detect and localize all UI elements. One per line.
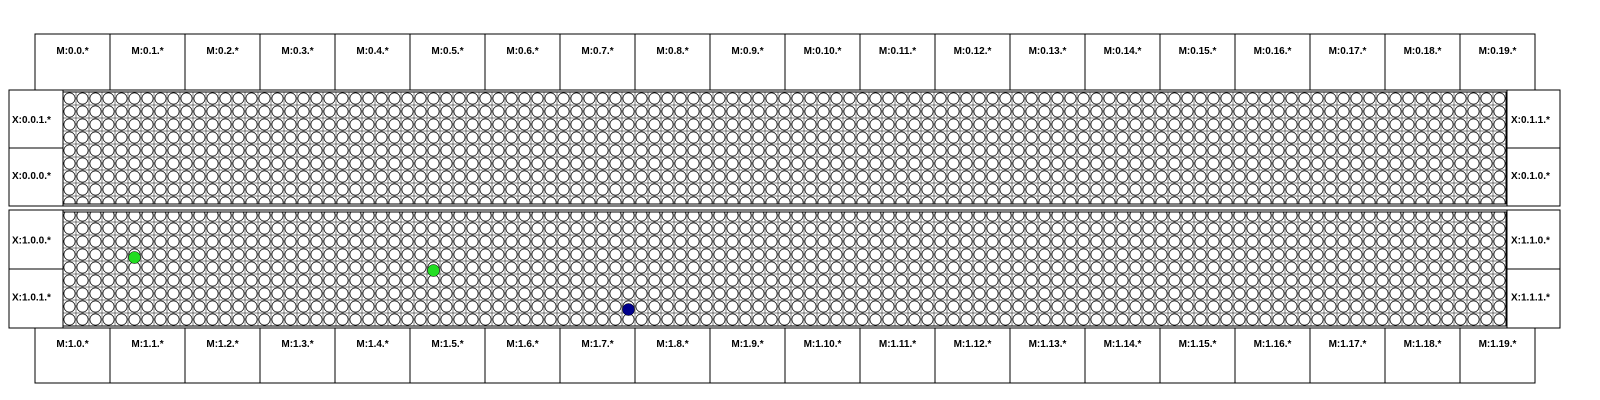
- bottom-header-cell-11: [860, 327, 935, 383]
- right-label-0-1: X:0.1.0.*: [1511, 171, 1550, 182]
- top-header-cell-7: [560, 34, 635, 90]
- right-label-1-1: X:1.1.1.*: [1511, 292, 1550, 304]
- bottom-header-label-6: M:1.6.*: [506, 339, 539, 350]
- bottom-header-cell-19: [1460, 327, 1535, 383]
- bottom-header-label-7: M:1.7.*: [581, 339, 614, 350]
- left-label-1-0: X:1.0.0.*: [12, 235, 51, 247]
- top-header-cell-8: [635, 34, 710, 90]
- right-label-0-0: X:0.1.1.*: [1511, 115, 1550, 126]
- bottom-header-label-1: M:1.1.*: [131, 339, 164, 350]
- bottom-header-cell-17: [1310, 327, 1385, 383]
- bottom-header-cell-16: [1235, 327, 1310, 383]
- top-header-cell-4: [335, 34, 410, 90]
- bottom-header-cell-8: [635, 327, 710, 383]
- top-header-label-7: M:0.7.*: [581, 46, 614, 57]
- bottom-header-label-19: M:1.19.*: [1478, 339, 1517, 350]
- bottom-header-label-13: M:1.13.*: [1028, 339, 1067, 350]
- bottom-header-label-0: M:1.0.*: [56, 339, 89, 350]
- top-header-label-15: M:0.15.*: [1178, 46, 1217, 57]
- bottom-header-cell-4: [335, 327, 410, 383]
- bottom-header-cell-1: [110, 327, 185, 383]
- top-header-cell-6: [485, 34, 560, 90]
- bottom-header-label-18: M:1.18.*: [1403, 339, 1442, 350]
- bottom-header-label-11: M:1.11.*: [878, 339, 917, 350]
- bottom-header-label-4: M:1.4.*: [356, 339, 389, 350]
- top-header-cell-12: [935, 34, 1010, 90]
- top-header-label-1: M:0.1.*: [131, 46, 164, 57]
- left-label-1-1: X:1.0.1.*: [12, 292, 51, 304]
- bottom-header-cell-7: [560, 327, 635, 383]
- marker-green-1: [428, 265, 440, 277]
- top-header-label-11: M:0.11.*: [878, 46, 917, 57]
- top-header-label-0: M:0.0.*: [56, 46, 89, 57]
- bottom-header-label-2: M:1.2.*: [206, 339, 239, 350]
- top-header-cell-14: [1085, 34, 1160, 90]
- block-0: [9, 90, 1560, 206]
- marker-blue-2: [623, 304, 635, 316]
- top-header-label-17: M:0.17.*: [1328, 46, 1367, 57]
- bottom-header-label-9: M:1.9.*: [731, 339, 764, 350]
- top-header-label-6: M:0.6.*: [506, 46, 539, 57]
- bottom-header-cell-14: [1085, 327, 1160, 383]
- bottom-header-cell-10: [785, 327, 860, 383]
- top-header-cell-1: [110, 34, 185, 90]
- bottom-header-label-17: M:1.17.*: [1328, 339, 1367, 350]
- top-header-label-10: M:0.10.*: [803, 46, 842, 57]
- left-label-0-1: X:0.0.0.*: [12, 171, 51, 182]
- top-header-label-18: M:0.18.*: [1403, 46, 1442, 57]
- top-header-label-9: M:0.9.*: [731, 46, 764, 57]
- top-header-label-5: M:0.5.*: [431, 46, 464, 57]
- bottom-header-cell-5: [410, 327, 485, 383]
- bottom-header-cell-18: [1385, 327, 1460, 383]
- bottom-header-cell-3: [260, 327, 335, 383]
- top-header-cell-13: [1010, 34, 1085, 90]
- top-header-cell-0: [35, 34, 110, 90]
- bottom-header-label-15: M:1.15.*: [1178, 339, 1217, 350]
- block-1: [9, 210, 1560, 328]
- top-header-label-12: M:0.12.*: [953, 46, 992, 57]
- cell-grid-1: [63, 212, 1506, 326]
- bottom-header-cell-2: [185, 327, 260, 383]
- top-header-cell-10: [785, 34, 860, 90]
- top-header-label-19: M:0.19.*: [1478, 46, 1517, 57]
- top-header-cell-16: [1235, 34, 1310, 90]
- top-header-label-14: M:0.14.*: [1103, 46, 1142, 57]
- block-layer: [9, 90, 1560, 328]
- top-header-label-2: M:0.2.*: [206, 46, 239, 57]
- bottom-header-cell-6: [485, 327, 560, 383]
- bottom-header-cell-13: [1010, 327, 1085, 383]
- bottom-header-label-10: M:1.10.*: [803, 339, 842, 350]
- left-label-0-0: X:0.0.1.*: [12, 115, 51, 126]
- top-header-label-8: M:0.8.*: [656, 46, 689, 57]
- top-header-label-13: M:0.13.*: [1028, 46, 1067, 57]
- bottom-header-cell-15: [1160, 327, 1235, 383]
- bottom-header-cell-0: [35, 327, 110, 383]
- top-header-cell-18: [1385, 34, 1460, 90]
- top-header-cell-15: [1160, 34, 1235, 90]
- bottom-header-label-12: M:1.12.*: [953, 339, 992, 350]
- top-header-label-3: M:0.3.*: [281, 46, 314, 57]
- bottom-header-cell-9: [710, 327, 785, 383]
- bottom-header-cell-12: [935, 327, 1010, 383]
- bottom-header-label-14: M:1.14.*: [1103, 339, 1142, 350]
- marker-green-0: [129, 252, 141, 264]
- top-header-cell-2: [185, 34, 260, 90]
- top-header-label-16: M:0.16.*: [1253, 46, 1292, 57]
- header-layer: [35, 34, 1535, 383]
- top-header-cell-19: [1460, 34, 1535, 90]
- bottom-header-label-3: M:1.3.*: [281, 339, 314, 350]
- cell-grid-0: [63, 92, 1506, 204]
- top-header-cell-9: [710, 34, 785, 90]
- right-label-1-0: X:1.1.0.*: [1511, 235, 1550, 247]
- bottom-header-label-8: M:1.8.*: [656, 339, 689, 350]
- bottom-header-label-16: M:1.16.*: [1253, 339, 1292, 350]
- top-header-label-4: M:0.4.*: [356, 46, 389, 57]
- top-header-cell-17: [1310, 34, 1385, 90]
- bottom-header-label-5: M:1.5.*: [431, 339, 464, 350]
- top-header-cell-11: [860, 34, 935, 90]
- top-header-cell-3: [260, 34, 335, 90]
- top-header-cell-5: [410, 34, 485, 90]
